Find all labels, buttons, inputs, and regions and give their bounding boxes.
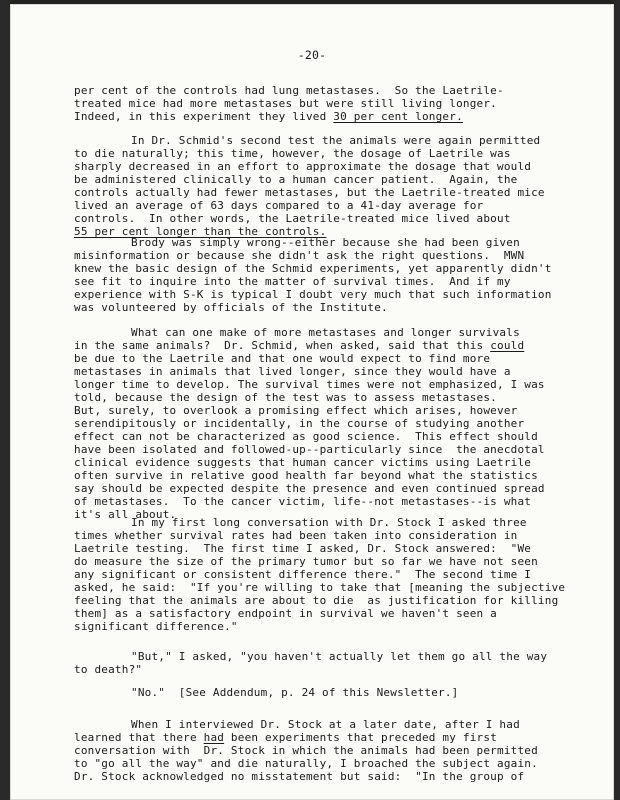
- line-text: experience with S-K is typical I doubt very much that such information: [74, 288, 552, 301]
- line-text: say should be expected despite the presence and even continued spread: [74, 482, 545, 495]
- text-line: [74, 173, 517, 186]
- text-line: [74, 404, 517, 417]
- text-line: [74, 365, 511, 378]
- line-text: Dr. Stock acknowledged no misstatement but said: "In the group of: [74, 770, 525, 783]
- line-text: When I interviewed Dr. Stock at a later date, after I had: [131, 718, 520, 731]
- line-text: per cent of the controls had lung metastases. So the Laetrile-: [74, 84, 504, 97]
- line-text: learned that there: [74, 731, 204, 744]
- text-line: [74, 430, 538, 443]
- text-line: [131, 650, 547, 663]
- text-line: [74, 288, 552, 301]
- line-text: In my first long conversation with Dr. Stock I asked three: [131, 516, 527, 529]
- text-line: [131, 686, 458, 699]
- text-line: [74, 495, 531, 508]
- text-line: [74, 456, 531, 469]
- text-line: [74, 620, 238, 633]
- scan-border-left: [0, 0, 10, 800]
- line-text: be due to the Laetrile and that one would expect to find more: [74, 352, 491, 365]
- document-page: [10, 4, 614, 800]
- text-line: [74, 97, 497, 110]
- line-text: asked, he said: "If you're willing to take that [meaning the subjective: [74, 581, 566, 594]
- underlined-text: could: [490, 339, 525, 352]
- line-text: knew the basic design of the Schmid experiments, yet apparently didn't: [74, 262, 552, 275]
- line-text: it's all about.: [74, 508, 177, 521]
- line-text: misinformation or because she didn't ask the right questions. MWN: [74, 249, 525, 262]
- text-line: [74, 555, 538, 568]
- line-text: times whether survival rates had been taken into consideration in: [74, 529, 518, 542]
- line-text: treated mice had more metastases but were still living longer.: [74, 97, 497, 110]
- underlined-text: 55 per cent longer than the controls.: [74, 225, 327, 238]
- line-text: to die naturally; this time, however, the dosage of Laetrile was: [74, 147, 511, 160]
- text-line: [74, 568, 531, 581]
- text-line: [74, 542, 531, 555]
- line-text: to "go all the way" and die naturally, I broached the subject again.: [74, 757, 538, 770]
- text-line: [74, 275, 511, 288]
- line-text: have been isolated and followed-up--particularly since the anecdotal: [74, 443, 545, 456]
- line-text: controls. In other words, the Laetrile-treated mice lived about: [74, 212, 511, 225]
- line-text: effect can not be characterized as good science. This effect should: [74, 430, 538, 443]
- scan-border-right: [614, 0, 620, 800]
- line-text: any significant or consistent difference there." The second time I: [74, 568, 532, 581]
- line-text: to death?": [74, 663, 143, 676]
- text-line: [74, 529, 517, 542]
- text-line: [74, 443, 545, 456]
- text-line: [74, 199, 483, 212]
- text-line: [74, 594, 558, 607]
- text-line: [74, 160, 531, 173]
- text-line: [74, 339, 524, 352]
- line-text: controls actually had fewer metastases, but the Laetrile-treated mice: [74, 186, 545, 199]
- text-line: [74, 110, 463, 123]
- line-text: conversation with Dr. Stock in which the animals had been permitted: [74, 744, 538, 757]
- text-line: [74, 391, 497, 404]
- text-line: [74, 301, 388, 314]
- line-text: be administered clinically to a human cancer patient. Again, the: [74, 173, 518, 186]
- line-text: significant difference.": [74, 620, 238, 633]
- line-text: Indeed, in this experiment they lived: [74, 110, 334, 123]
- page-number: -20-: [297, 48, 327, 62]
- text-line: [74, 352, 490, 365]
- text-line: [74, 417, 524, 430]
- text-line: [131, 516, 527, 529]
- line-text-after: been experiments that preceded my first: [224, 731, 498, 744]
- line-text: sharply decreased in an effort to approximate the dosage that would: [74, 160, 532, 173]
- line-text: of metastases. To the cancer victim, life--not metastases--is what: [74, 495, 532, 508]
- line-text: In Dr. Schmid's second test the animals were again permitted: [131, 134, 541, 147]
- line-text: told, because the design of the test was to assess metastases.: [74, 391, 497, 404]
- line-text: "No." [See Addendum, p. 24 of this Newsletter.]: [131, 686, 459, 699]
- text-line: [131, 326, 520, 339]
- underlined-text: 30 per cent longer.: [333, 110, 463, 123]
- line-text: serendipitously or incidentally, in the course of studying another: [74, 417, 525, 430]
- line-text: But, surely, to overlook a promising effect which arises, however: [74, 404, 518, 417]
- text-line: [74, 770, 524, 783]
- text-line: [131, 236, 520, 249]
- line-text: was volunteered by officials of the Institute.: [74, 301, 388, 314]
- text-line: [74, 378, 545, 391]
- line-text: see fit to inquire into the matter of survival times. And if my: [74, 275, 511, 288]
- text-line: [74, 744, 538, 757]
- line-text: clinical evidence suggests that human cancer victims using Laetrile: [74, 456, 532, 469]
- line-text: metastases in animals that lived longer, since they would have a: [74, 365, 511, 378]
- line-text: longer time to develop. The survival times were not emphasized, I was: [74, 378, 545, 391]
- line-text: them] as a satisfactory endpoint in survival we haven't seen a: [74, 607, 497, 620]
- text-line: [131, 134, 540, 147]
- text-line: [74, 663, 142, 676]
- text-line: [74, 607, 497, 620]
- text-line: [74, 731, 497, 744]
- line-text: Laetrile testing. The first time I asked, Dr. Stock answered: "We: [74, 542, 532, 555]
- text-line: [74, 84, 504, 97]
- line-text: often survive in relative good health far beyond what the statistics: [74, 469, 538, 482]
- line-text: "But," I asked, "you haven't actually let them go all the way: [131, 650, 548, 663]
- text-line: [74, 469, 538, 482]
- line-text: do measure the size of the primary tumor but so far we have not seen: [74, 555, 538, 568]
- underlined-text: had: [203, 731, 225, 744]
- line-text: in the same animals? Dr. Schmid, when asked, said that this: [74, 339, 491, 352]
- text-line: [74, 212, 511, 225]
- text-line: [74, 262, 552, 275]
- text-line: [74, 147, 511, 160]
- text-line: [74, 581, 565, 594]
- line-text: feeling that the animals are about to die as justification for killing: [74, 594, 559, 607]
- text-line: [74, 482, 545, 495]
- line-text: Brody was simply wrong--either because she had been given: [131, 236, 520, 249]
- line-text: What can one make of more metastases and longer survivals: [131, 326, 520, 339]
- text-line: [74, 186, 545, 199]
- text-line: [74, 757, 538, 770]
- text-line: [74, 249, 524, 262]
- text-line: [131, 718, 520, 731]
- line-text: lived an average of 63 days compared to a 41-day average for: [74, 199, 484, 212]
